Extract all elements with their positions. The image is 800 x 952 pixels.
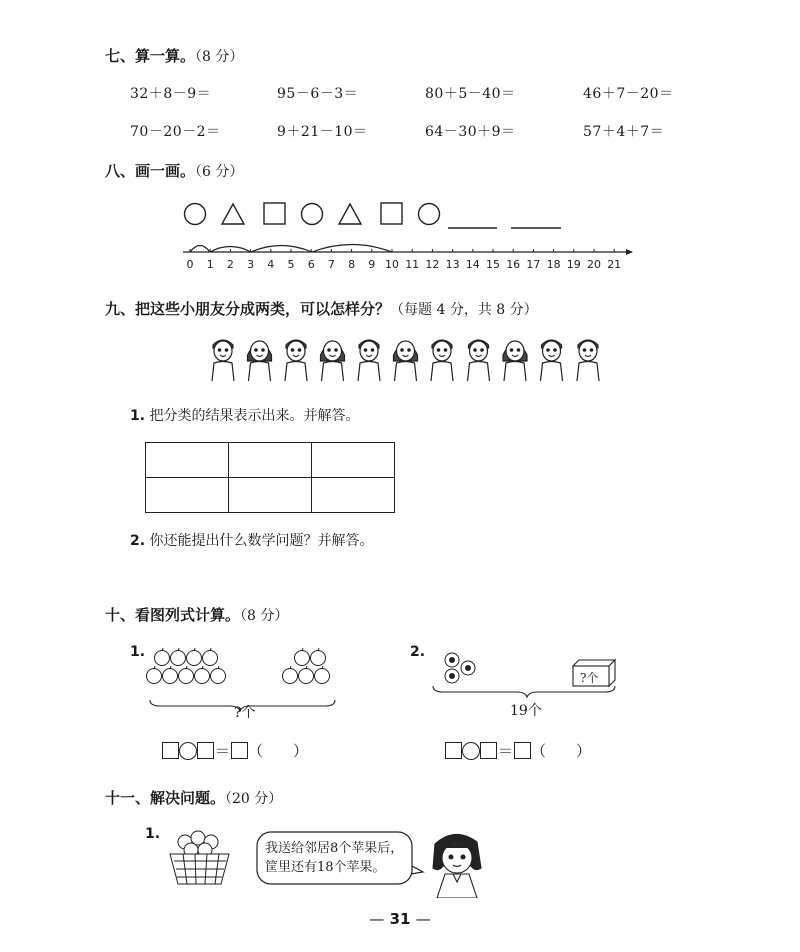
number-line-label: 8 <box>348 258 356 271</box>
section9-title: 九、把这些小朋友分成两类，可以怎样分？（每题 4 分，共 8 分） <box>105 300 538 318</box>
table-cell[interactable] <box>146 478 229 513</box>
apple-icon <box>171 648 186 666</box>
answer-box[interactable] <box>231 742 248 759</box>
section11-title: 十一、解决问题。（20 分） <box>105 789 283 807</box>
number-line-label: 1 <box>206 258 214 271</box>
unit-blank[interactable]: （ ） <box>531 742 592 760</box>
girl-icon <box>433 834 481 898</box>
jump-arc <box>251 246 312 253</box>
apple-icon <box>155 648 170 666</box>
apple-icon <box>295 648 310 666</box>
calc-item: 64－30＋9＝ <box>425 124 516 140</box>
child-figure-icon <box>577 340 599 381</box>
calc-item: 80＋5－40＝ <box>425 86 516 102</box>
number-line-label: 19 <box>566 258 581 271</box>
calc-item: 32＋8－9＝ <box>130 86 212 102</box>
section7-title: 七、算一算。（8 分） <box>105 47 244 65</box>
section10-title: 十、看图列式计算。（8 分） <box>105 606 289 624</box>
calc-item: 70－20－2＝ <box>130 124 221 140</box>
number-line-label: 13 <box>445 258 460 271</box>
apple-icon <box>179 666 194 684</box>
child-figure-icon <box>541 340 563 381</box>
children-illustration <box>205 335 610 383</box>
answer-box[interactable] <box>197 742 214 759</box>
calc-item: 46＋7－20＝ <box>583 86 674 102</box>
box-count-label: ?个 <box>580 671 599 685</box>
apple-icon <box>163 666 178 684</box>
number-line-label: 5 <box>287 258 295 271</box>
number-line-label: 4 <box>267 258 275 271</box>
problem-10-2-number: 2. <box>410 644 426 660</box>
answer-box[interactable] <box>480 742 497 759</box>
speech-text: 我送给邻居8个苹果后， 筐里还有18个苹果。 <box>265 841 404 875</box>
answer-box[interactable] <box>445 742 462 759</box>
number-line-label: 0 <box>186 258 194 271</box>
number-line-label: 15 <box>486 258 500 271</box>
equation-template-2: ＝ （ ） <box>445 740 591 761</box>
answer-table <box>145 442 395 513</box>
unknown-count-label: ?个 <box>234 705 256 721</box>
total-count-label: 19个 <box>510 703 542 719</box>
child-figure-icon <box>248 341 272 381</box>
circle-shape <box>419 204 440 225</box>
number-line-arrow <box>626 249 633 255</box>
child-figure-icon <box>394 341 418 381</box>
number-line-label: 20 <box>587 258 601 271</box>
calc-item: 9＋21－10＝ <box>277 124 368 140</box>
page-number: — 31 — <box>369 910 431 928</box>
triangle-shape <box>222 204 244 224</box>
operator-circle[interactable] <box>462 742 480 760</box>
answer-box[interactable] <box>514 742 531 759</box>
apple-icon <box>195 666 210 684</box>
calc-item: 95－6－3＝ <box>277 86 359 102</box>
number-line-label: 2 <box>226 258 234 271</box>
equation-template-1: ＝ （ ） <box>162 740 308 761</box>
triangle-shape <box>339 204 361 224</box>
apple-icon <box>283 666 298 684</box>
unit-blank[interactable]: （ ） <box>248 742 309 760</box>
square-shape <box>264 203 285 224</box>
square-shape <box>381 203 402 224</box>
apple-icon <box>311 648 326 666</box>
jump-arc <box>190 246 210 253</box>
apple-icon <box>187 648 202 666</box>
apple-icon <box>315 666 330 684</box>
number-line-label: 3 <box>247 258 255 271</box>
shape-pattern-and-number-line <box>175 195 645 275</box>
apple-icon <box>203 648 218 666</box>
child-figure-icon <box>212 340 234 381</box>
apple-icon <box>299 666 314 684</box>
table-cell[interactable] <box>146 443 229 478</box>
number-line-label: 10 <box>385 258 399 271</box>
answer-box[interactable] <box>162 742 179 759</box>
number-line-label: 16 <box>506 258 521 271</box>
child-figure-icon <box>468 340 490 381</box>
number-line-label: 17 <box>526 258 541 271</box>
number-line-label: 9 <box>368 258 376 271</box>
table-cell[interactable] <box>312 478 395 513</box>
child-figure-icon <box>503 341 527 381</box>
operator-circle[interactable] <box>179 742 197 760</box>
number-line-label: 21 <box>607 258 622 271</box>
apple-basket-icon <box>170 831 229 884</box>
number-line-label: 7 <box>327 258 335 271</box>
apple-icon <box>211 666 226 684</box>
circle-shape <box>185 204 206 225</box>
table-cell[interactable] <box>312 443 395 478</box>
child-figure-icon <box>431 340 453 381</box>
calc-item: 57＋4＋7＝ <box>583 124 665 140</box>
number-line-label: 6 <box>307 258 315 271</box>
number-line-label: 12 <box>425 258 440 271</box>
child-figure-icon <box>358 340 380 381</box>
problem-11-1-number: 1. <box>145 826 161 842</box>
apple-icon <box>147 666 162 684</box>
table-cell[interactable] <box>229 478 312 513</box>
number-line-label: 11 <box>405 258 420 271</box>
table-cell[interactable] <box>229 443 312 478</box>
problem-10-1-number: 1. <box>130 644 146 660</box>
section8-title: 八、画一画。（6 分） <box>105 162 244 180</box>
question-9-1: 1. 把分类的结果表示出来。并解答。 <box>130 408 360 424</box>
number-line-label: 18 <box>546 258 561 271</box>
circle-shape <box>302 204 323 225</box>
brace <box>433 686 615 697</box>
child-figure-icon <box>285 340 307 381</box>
question-9-2: 2. 你还能提出什么数学问题？并解答。 <box>130 533 374 549</box>
number-line-label: 14 <box>465 258 480 271</box>
child-figure-icon <box>321 341 345 381</box>
